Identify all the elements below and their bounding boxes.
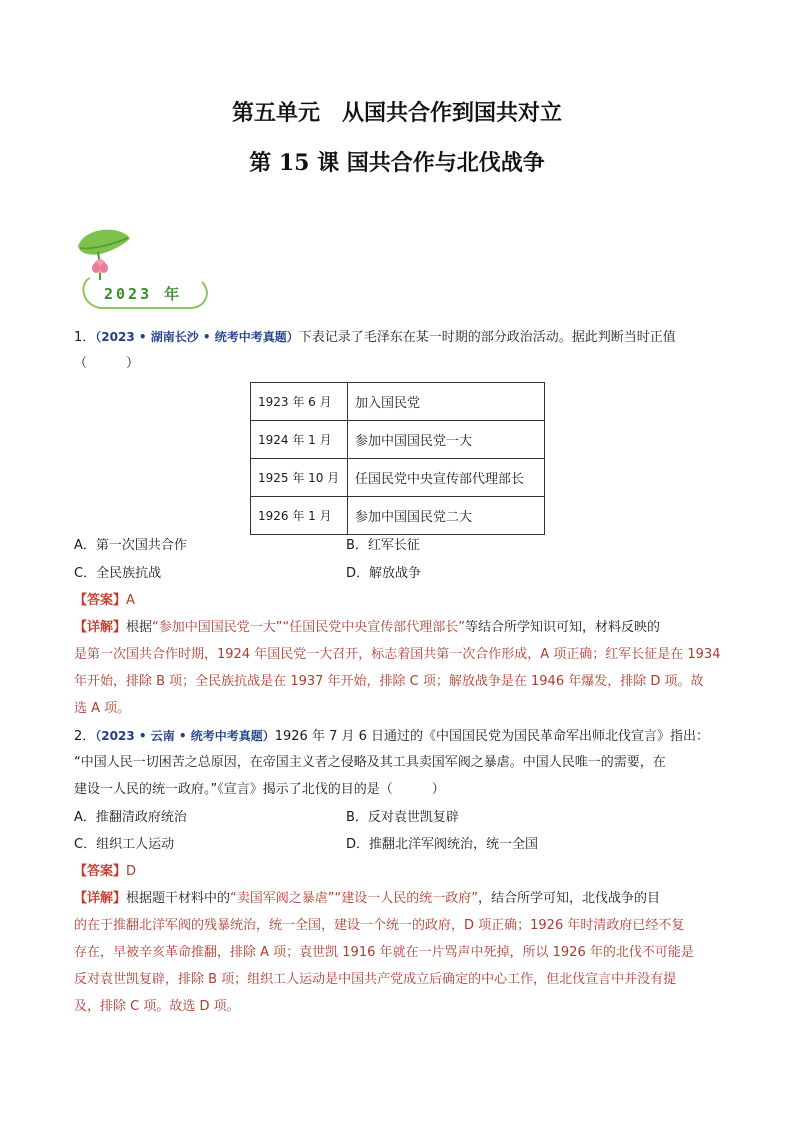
- table-cell-date: 1924 年 1 月: [251, 421, 348, 459]
- explain-text: ，结合所学可知，北伐战争的目: [477, 891, 660, 906]
- q2-stem-line3: 建设一人民的统一政府。”《宣言》揭示了北伐的目的是（ ）: [74, 782, 445, 797]
- q1-table: [250, 382, 545, 535]
- table-cell-event: 任国民党中央宣传部代理部长: [348, 459, 545, 497]
- year-badge: 2023 年: [104, 285, 183, 303]
- q2-source: （2023 • 云南 • 统考中考真题）: [95, 729, 275, 743]
- table-cell-date: 1925 年 10 月: [251, 459, 348, 497]
- explain-quote: “参加中国国民党一大”“任国民党中央宣传部代理部长”: [152, 620, 465, 635]
- table-row: [251, 497, 545, 535]
- explain-text: 等结合所学知识可知，材料反映的: [464, 620, 660, 635]
- answer-tag: 【答案】: [74, 864, 127, 879]
- table-row: [251, 383, 545, 421]
- q1-stem: 下表记录了毛泽东在某一时期的部分政治活动。据此判断当时正值: [298, 330, 676, 345]
- lesson-title: 第 15 课 国共合作与北伐战争: [249, 150, 545, 176]
- q2-stem: 1926 年 7 月 6 日通过的《中国国民党为国民革命军出师北伐宣言》指出：: [274, 729, 710, 744]
- answer-value: A: [126, 593, 135, 608]
- table-cell-date: 1926 年 1 月: [251, 497, 348, 535]
- q2-option-a: A．推翻清政府统治: [74, 810, 187, 825]
- q1-option-a: A．第一次国共合作: [74, 538, 187, 553]
- table-row: [251, 459, 545, 497]
- q2-explain-line4: 反对袁世凯复辟，排除 B 项；组织工人运动是中国共产党成立后确定的中心工作，但北伐宣言中并没有提: [74, 972, 677, 987]
- explain-text: 根据题干材料中的: [126, 891, 231, 906]
- q1-number: 1．: [74, 330, 96, 345]
- q1-explain-line3: 年开始，排除 B 项；全民族抗战是在 1937 年开始，排除 C 项；解放战争是在 1946 年爆发，排除 D 项。故: [74, 674, 704, 689]
- q1-explain-line2: 是第一次国共合作时期，1924 年国民党一大召开，标志着国共第一次合作形成，A 项正确；红军长征是在 1934: [74, 647, 721, 662]
- q1-stem-blank: （ ）: [74, 356, 140, 371]
- q1-explain-line1: [74, 619, 724, 637]
- explain-tag: 【详解】: [74, 620, 127, 635]
- table-cell-event: 参加中国国民党二大: [348, 497, 545, 535]
- answer-tag: 【答案】: [74, 593, 127, 608]
- q2-stem-line2: “中国人民一切困苦之总原因，在帝国主义者之侵略及其工具卖国军阀之暴虐。中国人民唯一的需要，在: [74, 755, 666, 770]
- q2-option-b: B．反对袁世凯复辟: [346, 810, 459, 825]
- q2-option-d: D．推翻北洋军阀统治，统一全国: [346, 837, 539, 852]
- q1-option-b: B．红军长征: [346, 538, 420, 553]
- q1-option-d: D．解放战争: [346, 566, 422, 581]
- q2-number: 2．: [74, 729, 96, 744]
- table-cell-date: 1923 年 6 月: [251, 383, 348, 421]
- q1-answer: [74, 592, 724, 610]
- table-cell-event: 参加中国国民党一大: [348, 421, 545, 459]
- explain-quote: “卖国军阀之暴虐”“建设一人民的统一政府”: [230, 891, 478, 906]
- table-cell-event: 加入国民党: [348, 383, 545, 421]
- answer-value: D: [126, 864, 137, 879]
- q2-explain-line3: 存在，早被辛亥革命推翻，排除 A 项；袁世凯 1916 年就在一片骂声中死掉，所以 1926 年的北伐不可能是: [74, 945, 694, 960]
- q2-option-c: C．组织工人运动: [74, 837, 175, 852]
- q1-explain-line4: 选 A 项。: [74, 701, 131, 716]
- explain-tag: 【详解】: [74, 891, 127, 906]
- q1-stem-line1: [74, 328, 724, 347]
- q2-answer: [74, 863, 724, 881]
- q2-explain-line2: 的在于推翻北洋军阀的残暴统治，统一全国，建设一个统一的政府，D 项正确；1926 年时清政府已经不复: [74, 918, 685, 933]
- q1-source: （2023 • 湖南长沙 • 统考中考真题）: [95, 330, 299, 344]
- explain-text: 根据: [126, 620, 153, 635]
- q1-option-c: C．全民族抗战: [74, 566, 162, 581]
- q2-explain-line1: [74, 890, 724, 908]
- table-row: [251, 421, 545, 459]
- q2-stem-line1: [74, 727, 724, 746]
- unit-title: 第五单元 从国共合作到国共对立: [231, 100, 562, 126]
- q2-explain-line5: 及，排除 C 项。故选 D 项。: [74, 999, 240, 1014]
